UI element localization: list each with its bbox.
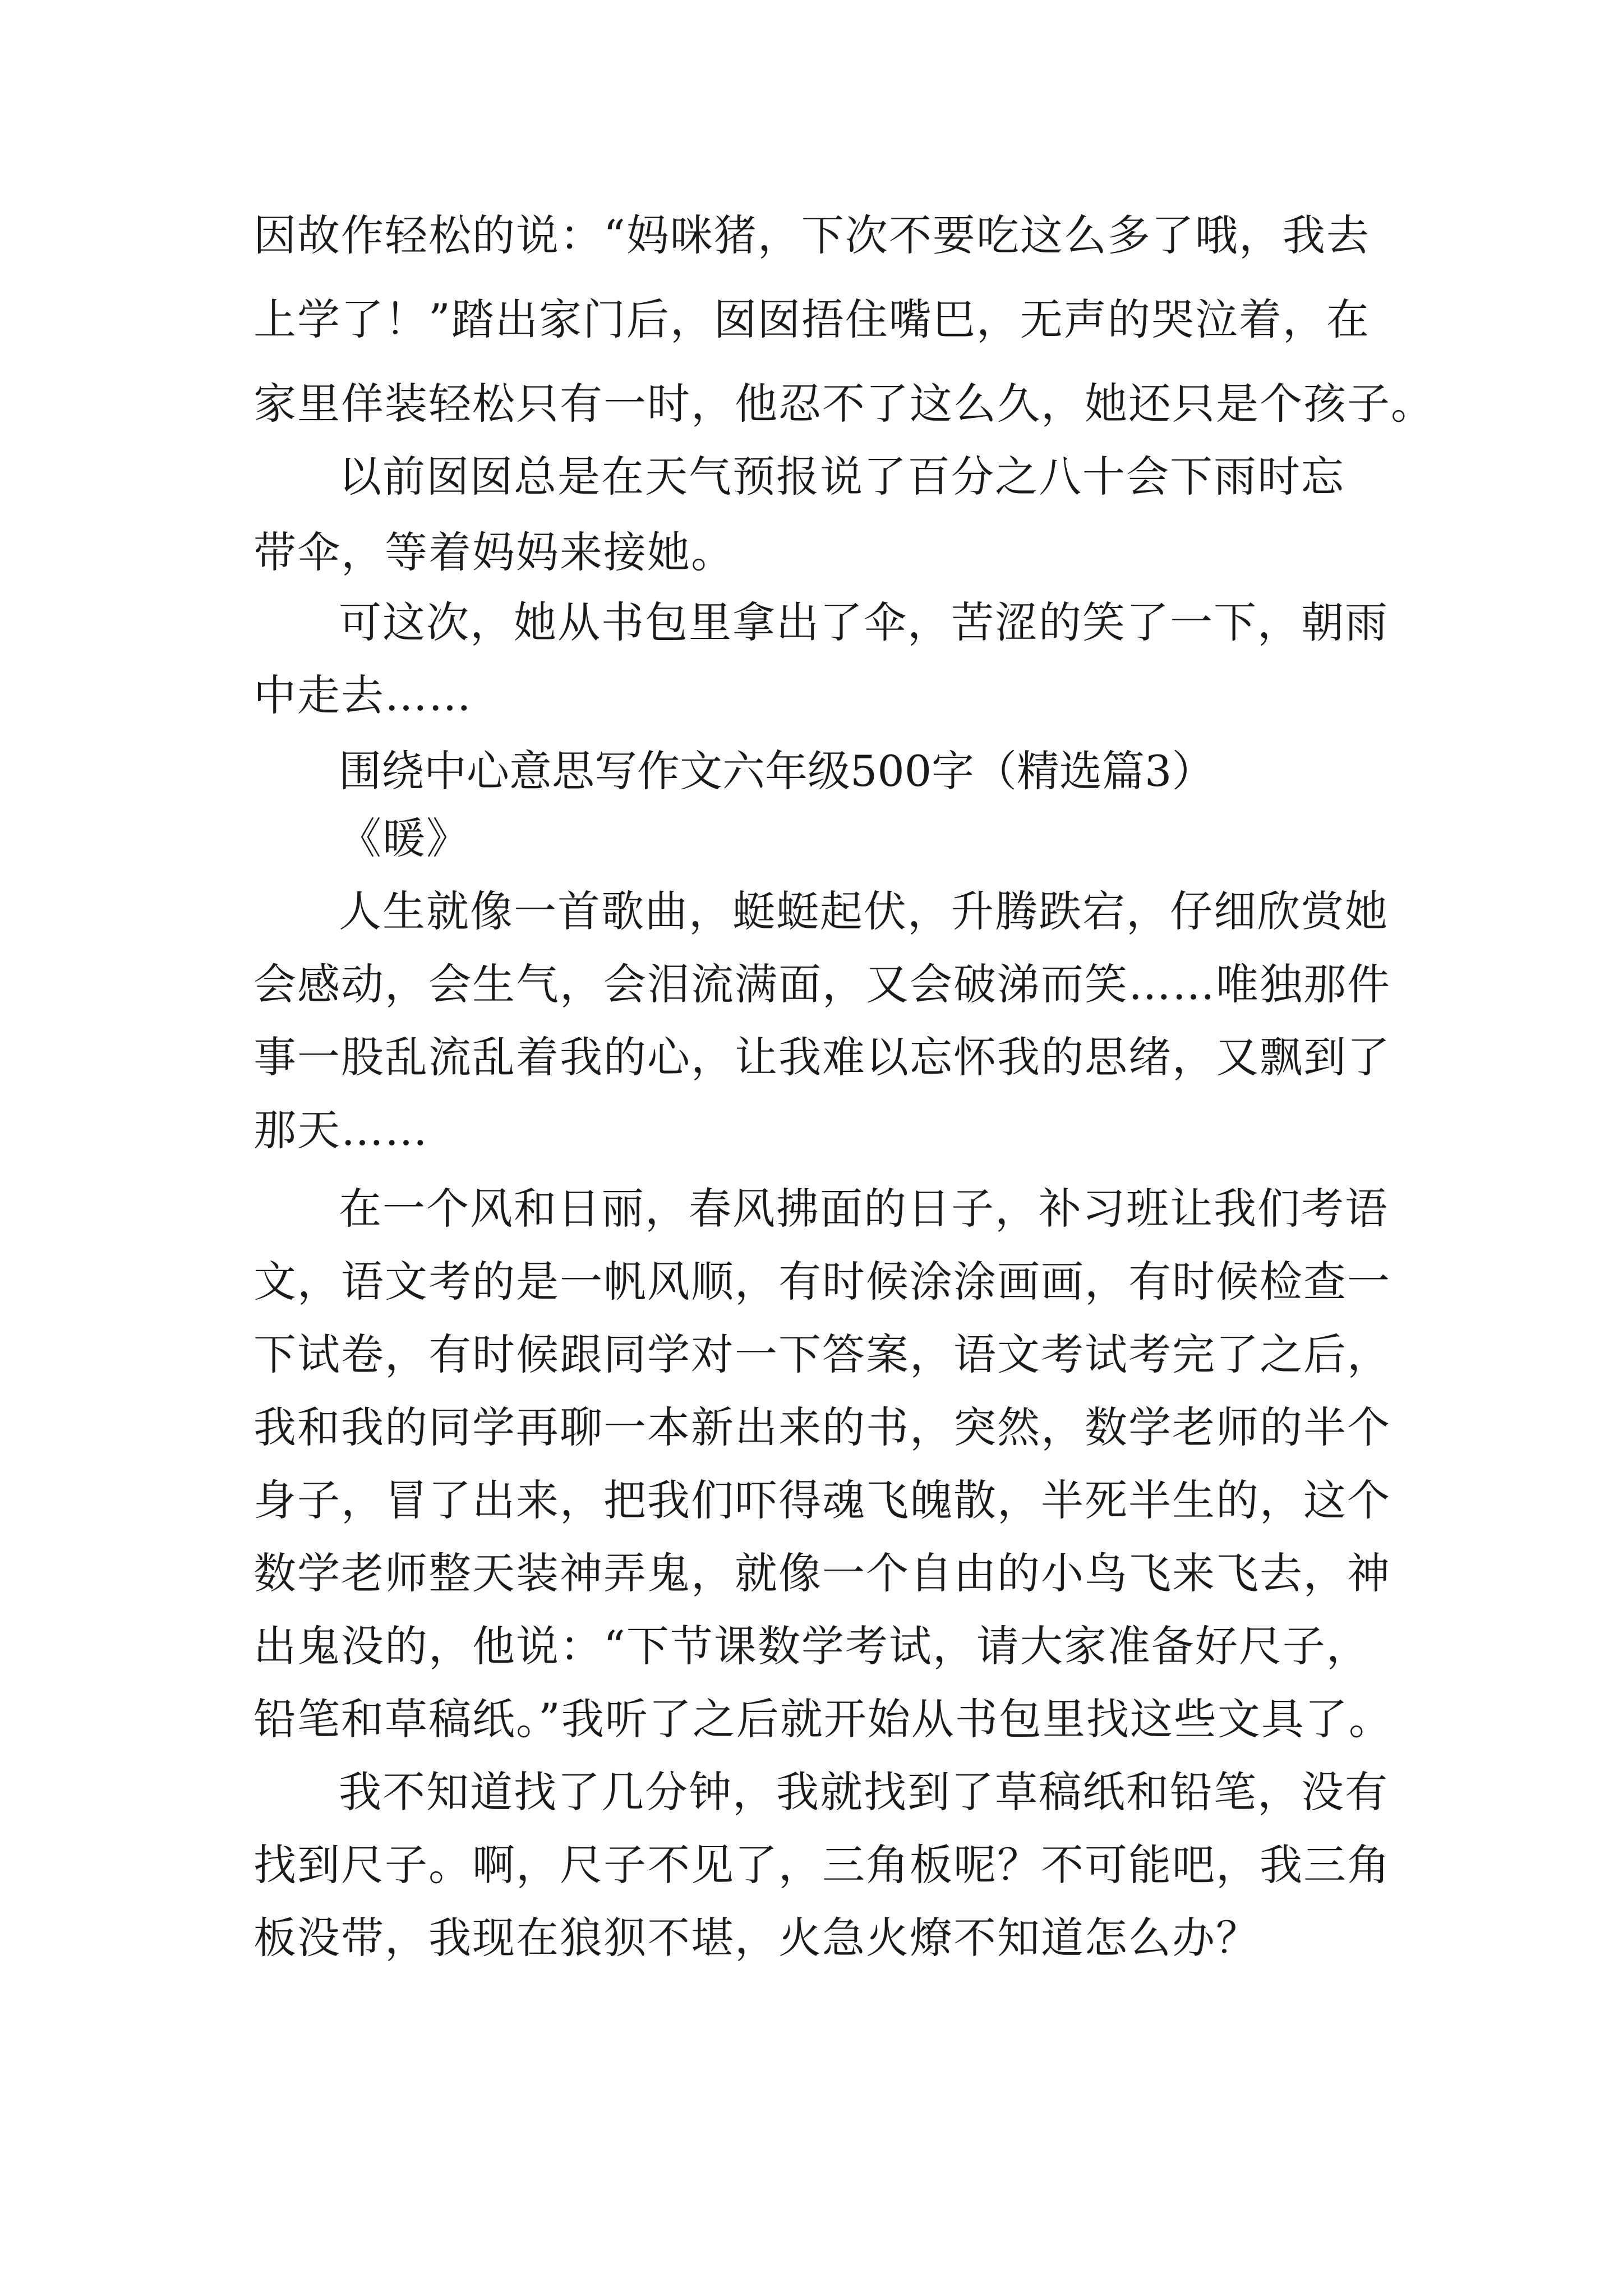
text-line: 上学了！”踏出家门后，囡囡捂住嘴巴，无声的哭泣着，在 xyxy=(253,295,1370,344)
text-line: 文，语文考的是一帆风顺，有时候涂涂画画，有时候检查一 xyxy=(253,1257,1391,1306)
text-line: 下试卷，有时候跟同学对一下答案，语文考试考完了之后， xyxy=(253,1329,1391,1379)
text-line: 带伞，等着妈妈来接她。 xyxy=(253,527,735,577)
paragraph-first-line: 我不知道找了几分钟，我就找到了草稿纸和铅笔，没有 xyxy=(339,1767,1389,1817)
text-line: 家里佯装轻松只有一时，他忍不了这么久，她还只是个孩子。 xyxy=(253,379,1435,429)
paragraph-first-line: 可这次，她从书包里拿出了伞，苦涩的笑了一下，朝雨 xyxy=(339,597,1389,647)
text-line: 会感动，会生气，会泪流满面，又会破涕而笑……唯独那件 xyxy=(253,959,1391,1009)
text-line: 找到尺子。啊，尺子不见了，三角板呢？不可能吧，我三角 xyxy=(253,1840,1391,1890)
text-line: 那天…… xyxy=(253,1105,428,1155)
text-line: 身子，冒了出来，把我们吓得魂飞魄散，半死半生的，这个 xyxy=(253,1475,1391,1525)
paragraph-first-line: 在一个风和日丽，春风拂面的日子，补习班让我们考语 xyxy=(339,1184,1389,1234)
text-line: 数学老师整天装神弄鬼，就像一个自由的小鸟飞来飞去，神 xyxy=(253,1548,1391,1598)
text-line: 因故作轻松的说：“妈咪猪，下次不要吃这么多了哦，我去 xyxy=(253,210,1370,260)
essay-title: 《暖》 xyxy=(339,813,470,863)
text-line: 我和我的同学再聊一本新出来的书，突然，数学老师的半个 xyxy=(253,1402,1391,1452)
text-line: 中走去…… xyxy=(253,670,472,720)
text-line: 事一股乱流乱着我的心，让我难以忘怀我的思绪，又飘到了 xyxy=(253,1032,1391,1082)
text-line: 板没带，我现在狼狈不堪，火急火燎不知道怎么办？ xyxy=(253,1913,1260,1963)
text-line: 铅笔和草稿纸。”我听了之后就开始从书包里找这些文具了。 xyxy=(253,1694,1393,1744)
section-title: 围绕中心意思写作文六年级500字（精选篇3） xyxy=(339,746,1215,796)
text-line: 出鬼没的，他说：“下节课数学考试，请大家准备好尺子， xyxy=(253,1621,1370,1671)
paragraph-first-line: 以前囡囡总是在天气预报说了百分之八十会下雨时忘 xyxy=(339,452,1345,501)
paragraph-first-line: 人生就像一首歌曲，蜓蜓起伏，升腾跌宕，仔细欣赏她 xyxy=(339,886,1389,936)
